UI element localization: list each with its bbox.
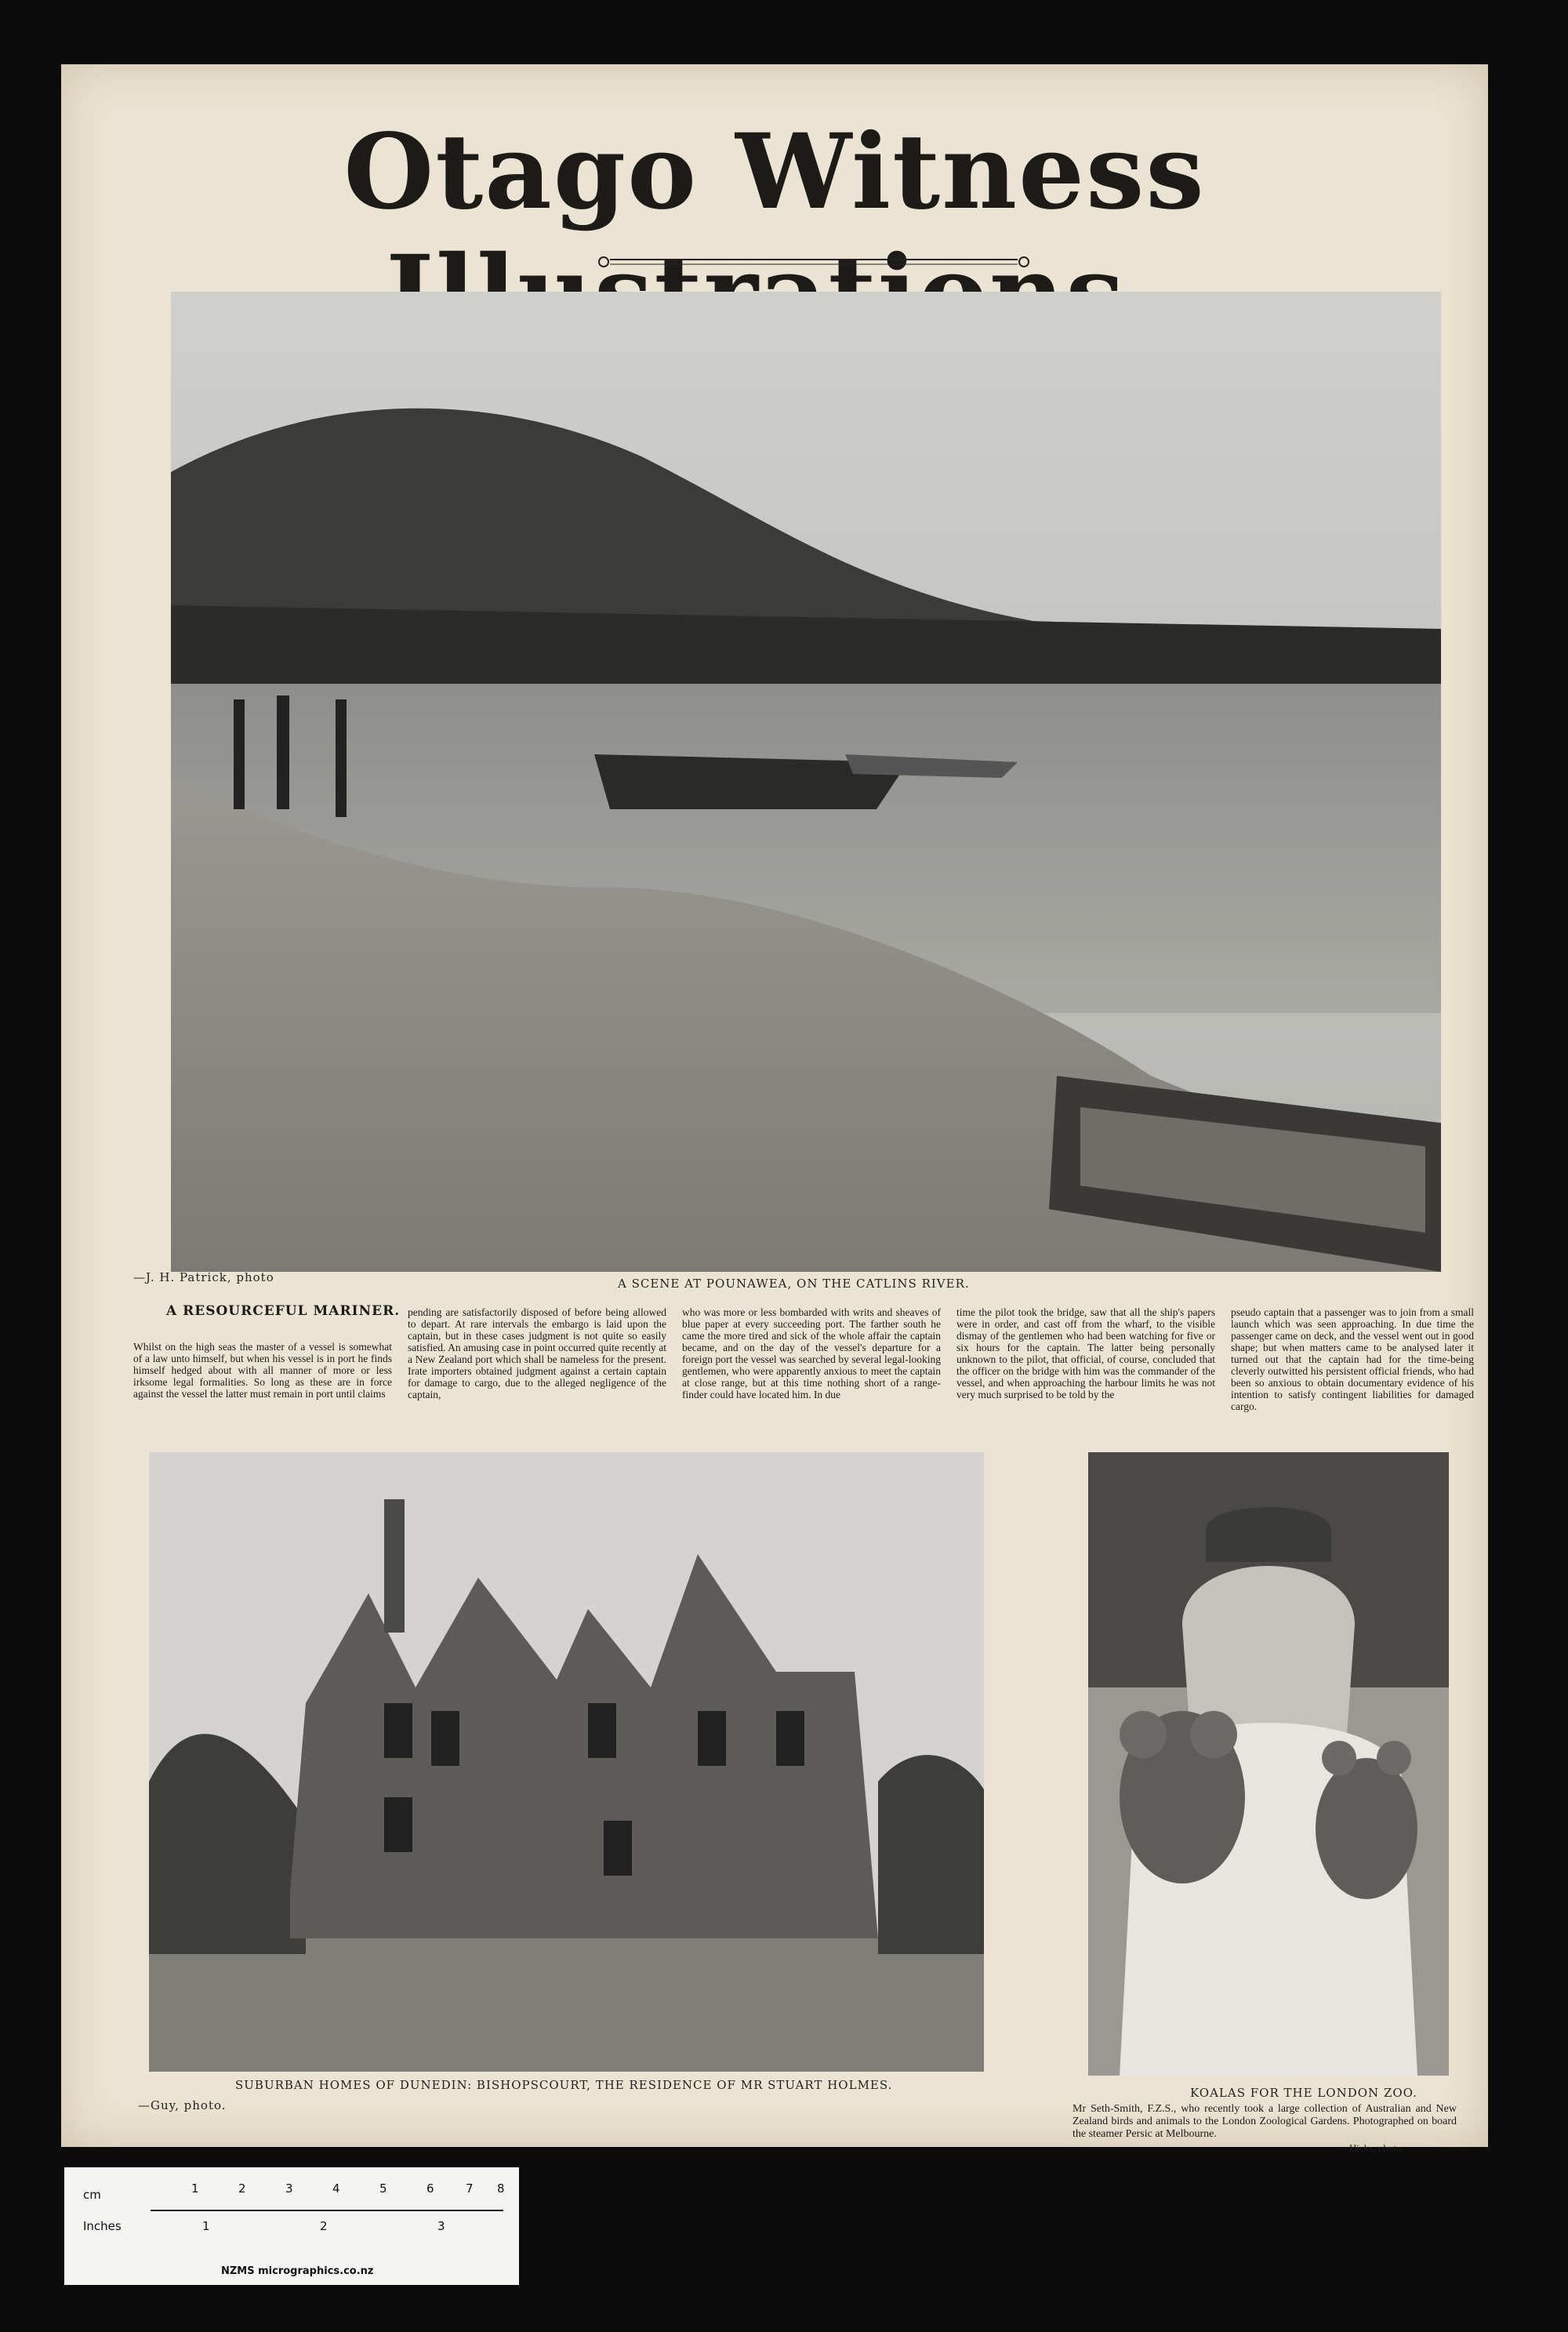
koala-caption: KOALAS FOR THE LONDON ZOO. bbox=[1190, 2086, 1417, 2100]
scale-cm-tick: 6 bbox=[426, 2181, 434, 2196]
scale-cm-tick: 5 bbox=[379, 2181, 387, 2196]
scale-cm-tick: 3 bbox=[285, 2181, 293, 2196]
scale-cm-tick: 8 bbox=[497, 2181, 505, 2196]
scale-cm-tick: 1 bbox=[191, 2181, 199, 2196]
koala-credit: —Hicks, photo. bbox=[1339, 2142, 1404, 2154]
river-scene-photo bbox=[171, 292, 1441, 1272]
scale-cm-tick: 4 bbox=[332, 2181, 340, 2196]
koala-photo bbox=[1088, 1452, 1449, 2076]
river-photo-caption: A SCENE AT POUNAWEA, ON THE CATLINS RIVER. bbox=[618, 1277, 970, 1291]
ornamental-rule bbox=[594, 254, 1033, 270]
koala-description: Mr Seth-Smith, F.Z.S., who recently took a large collection of Australian and New Zealand birds and animals to the London Zoological Gardens. Photographed on board the steamer Persic at Melbourne. bbox=[1073, 2103, 1457, 2140]
newspaper-page bbox=[61, 64, 1488, 2154]
article-heading: A RESOURCEFUL MARINER. bbox=[166, 1303, 401, 1319]
bishopscourt-caption: SUBURBAN HOMES OF DUNEDIN: BISHOPSCOURT, THE RESIDENCE OF MR STUART HOLMES. bbox=[235, 2078, 893, 2092]
article-column-3: who was more or less bombarded with writs and sheaves of blue paper at every succeeding port. The farther south he came the more tired and sick of the whole affair the captain became, and on the day of the vessel's departure for a foreign port the vessel was searched by several legal-looking gentlemen, who were apparently anxious to meet the captain at close range, but at this time nothing short of a range-finder could have located him. In due bbox=[682, 1306, 941, 1400]
scale-inch-tick: 2 bbox=[320, 2219, 328, 2233]
masthead-title: Otago Witness bbox=[343, 111, 1206, 233]
scale-cm-tick: 7 bbox=[466, 2181, 474, 2196]
article-column-2: pending are satisfactorily disposed of before being allowed to depart. At rare intervals the embargo is laid upon the captain, but in these cases judgment is not quite so easily satisfied. An amusing case in point occurred quite recently at a New Zealand port which shall be nameless for the present. Irate importers obtained judgment against a certain captain for damage to cargo, due to the alleged negligence of the captain, bbox=[408, 1306, 666, 1400]
microfilm-scale-bar bbox=[64, 2167, 519, 2285]
article-column-4: time the pilot took the bridge, saw that all the ship's papers were in order, and cast off from the wharf, to the visible dismay of the gentlemen who had been watching for five or six hours for the captain. The latter being personally unknown to the pilot, that official, of course, concluded that the officer on the bridge with him was the commander of the vessel, and when approaching the harbour limits he was not very much surprised to be told by the bbox=[956, 1306, 1215, 1400]
scale-brand: NZMS micrographics.co.nz bbox=[221, 2265, 374, 2277]
scale-inch-tick: 1 bbox=[202, 2219, 210, 2233]
article-column-1: Whilst on the high seas the master of a vessel is somewhat of a law unto himself, but when his vessel is in port he finds himself hedged about with all manner of more or less irksome legal formalities. So long as these are in force against the vessel the latter must remain in port until claims bbox=[133, 1341, 392, 1400]
scale-cm-label: cm bbox=[83, 2188, 101, 2202]
river-photo-credit: —J. H. Patrick, photo bbox=[133, 1270, 274, 1284]
scale-cm-tick: 2 bbox=[238, 2181, 246, 2196]
bishopscourt-credit: —Guy, photo. bbox=[138, 2098, 227, 2112]
scale-inches-label: Inches bbox=[83, 2219, 122, 2233]
scale-ruler-line bbox=[151, 2210, 503, 2211]
scale-inch-tick: 3 bbox=[437, 2219, 445, 2233]
bishopscourt-photo bbox=[149, 1452, 984, 2072]
article-column-5: pseudo captain that a passenger was to join from a small launch which was seen approaching. In due time the passenger came on deck, and the vessel went out in good shape; but when matters came to be analysed later it turned out that the captain had for the time-being cleverly outwitted his persistent official friends, who had been so anxious to obtain documentary evidence of his intention to satisfy contingent liabilities for damaged cargo. bbox=[1231, 1306, 1474, 1412]
